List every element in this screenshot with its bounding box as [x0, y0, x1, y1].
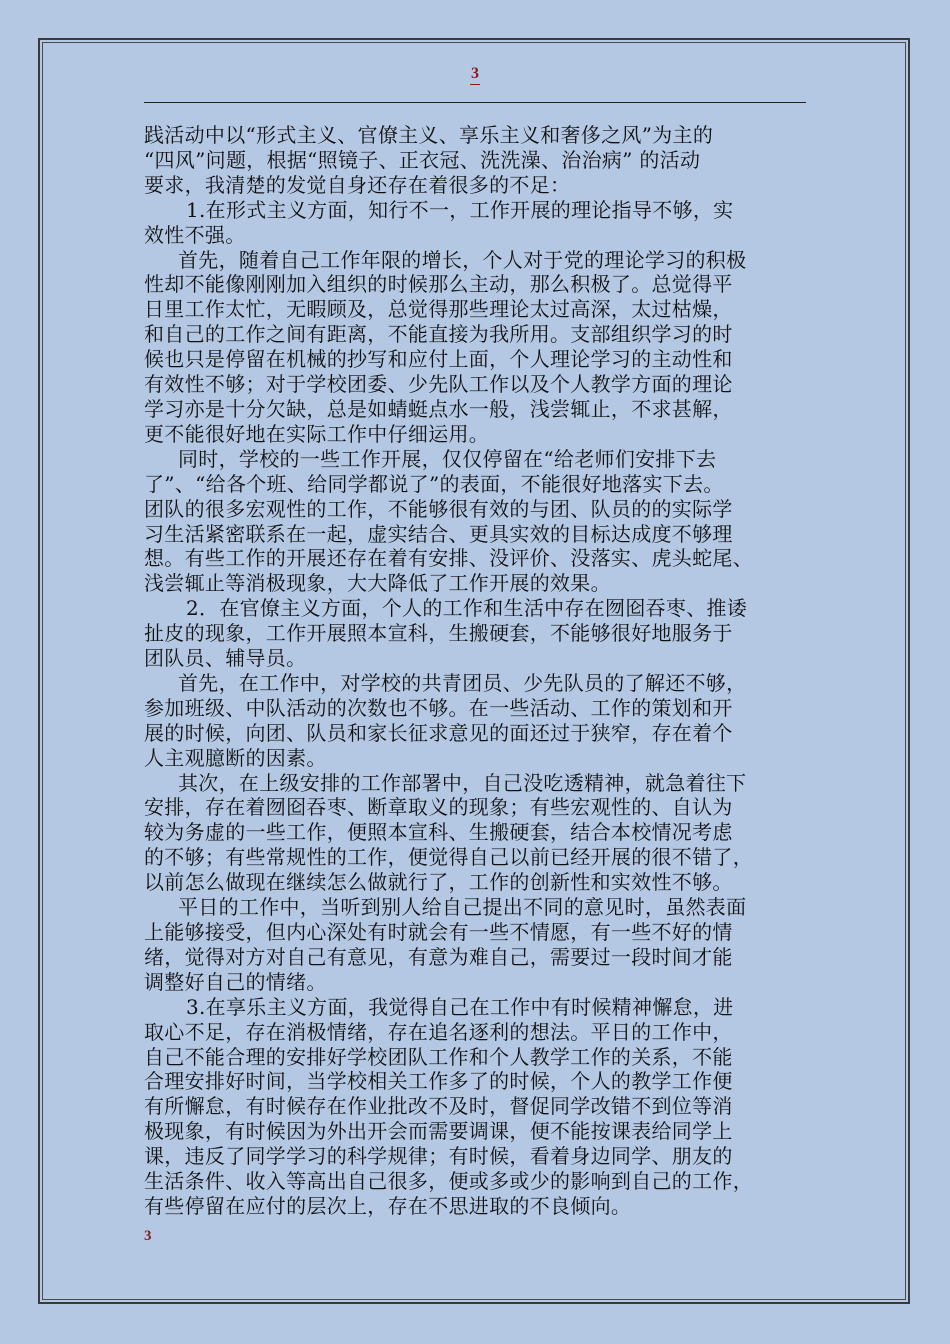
paragraph-line: 了”、“给各个班、给同学都说了”的表面，不能很好地落实下去。 — [144, 471, 724, 496]
paragraph-line: 要求，我清楚的发觉自身还存在着很多的不足： — [144, 172, 571, 197]
paragraph-line: 日里工作太忙，无暇顾及，总觉得那些理论太过高深，太过枯燥， — [144, 297, 733, 322]
paragraph-line: 团队的很多宏观性的工作，不能够很有效的与团、队员的的实际学 — [144, 496, 733, 521]
paragraph-first-line: 平日的工作中，当听到别人给自己提出不同的意见时，虽然表面 — [178, 895, 747, 920]
paragraph-first-line: 3.在享乐主义方面，我觉得自己在工作中有时候精神懈怠，进 — [186, 994, 734, 1019]
paragraph-first-line: 其次，在上级安排的工作部署中，自己没吃透精神，就急着往下 — [178, 770, 747, 795]
paragraph-line: 和自己的工作之间有距离，不能直接为我所用。支部组织学习的时 — [144, 322, 733, 347]
paragraph-line: 更不能很好地在实际工作中仔细运用。 — [144, 421, 490, 446]
paragraph-line: 的不够；有些常规性的工作，便觉得自己以前已经开展的很不错了， — [144, 845, 753, 870]
paragraph-line: 调整好自己的情绪。 — [144, 969, 327, 994]
paragraph-line: 课，违反了同学学习的科学规律；有时候，看着身边同学、朋友的 — [144, 1144, 733, 1169]
paragraph-line: 绪，觉得对方对自己有意见，有意为难自己，需要过一段时间才能 — [144, 944, 733, 969]
paragraph-line: 习生活紧密联系在一起，虚实结合、更具实效的目标达成度不够理 — [144, 521, 733, 546]
paragraph-line: 安排，存在着囫囵吞枣、断章取义的现象；有些宏观性的、自认为 — [144, 795, 733, 820]
paragraph-line: 人主观臆断的因素。 — [144, 745, 327, 770]
paragraph-line: 候也只是停留在机械的抄写和应付上面，个人理论学习的主动性和 — [144, 347, 733, 372]
paragraph-first-line: 1.在形式主义方面，知行不一，工作开展的理论指导不够，实 — [186, 197, 734, 222]
paragraph-line: 以前怎么做现在继续怎么做就行了，工作的创新性和实效性不够。 — [144, 870, 733, 895]
paragraph-line: 有些停留在应付的层次上，存在不思进取的不良倾向。 — [144, 1193, 632, 1218]
paragraph-first-line: 践活动中以“形式主义、官僚主义、享乐主义和奢侈之风”为主的 — [144, 123, 714, 147]
header-page-number — [0, 64, 950, 85]
paragraph-first-line: 首先，随着自己工作年限的增长，个人对于党的理论学习的积极 — [178, 247, 747, 272]
paragraph-line: 参加班级、中队活动的次数也不够。在一些活动、工作的策划和开 — [144, 695, 733, 720]
paragraph-line: 生活条件、收入等高出自己很多，便或多或少的影响到自己的工作， — [144, 1169, 753, 1194]
paragraph-line: 团队员、辅导员。 — [144, 646, 307, 671]
paragraph-line: 上能够接受，但内心深处有时就会有一些不情愿，有一些不好的情 — [144, 920, 733, 944]
paragraph-line: 想。有些工作的开展还存在着有安排、没评价、没落实、虎头蛇尾、 — [144, 546, 753, 571]
paragraph-line: 学习亦是十分欠缺，总是如蜻蜓点水一般，浅尝辄止，不求甚解， — [144, 396, 733, 421]
document-body — [144, 123, 824, 1219]
paragraph-line: 较为务虚的一些工作，便照本宣科、生搬硬套，结合本校情况考虑 — [144, 820, 733, 845]
paragraph-line: 有效性不够；对于学校团委、少先队工作以及个人教学方面的理论 — [144, 372, 733, 397]
paragraph-first-line: 2．在官僚主义方面，个人的工作和生活中存在囫囵吞枣、推诿 — [186, 596, 748, 621]
paragraph-line: 取心不足，存在消极情绪，存在追名逐利的想法。平日的工作中， — [144, 1019, 733, 1044]
paragraph-line: 有所懈怠，有时候存在作业批改不及时，督促同学改错不到位等消 — [144, 1094, 733, 1119]
paragraph-line: 扯皮的现象，工作开展照本宣科，生搬硬套，不能够很好地服务于 — [144, 621, 733, 646]
paragraph-line: 自己不能合理的安排好学校团队工作和个人教学工作的关系，不能 — [144, 1044, 733, 1069]
footer-page-number: 3 — [144, 1228, 152, 1244]
paragraph-first-line: 首先，在工作中，对学校的共青团员、少先队员的了解还不够， — [178, 670, 747, 695]
paragraph-first-line: 同时，学校的一些工作开展，仅仅停留在“给老师们安排下去 — [178, 446, 717, 471]
paragraph-line: “四风”问题，根据“照镜子、正衣冠、洗洗澡、治治病” 的活动 — [144, 147, 701, 172]
paragraph-line: 展的时候，向团、队员和家长征求意见的面还过于狭窄，存在着个 — [144, 720, 733, 745]
paragraph-line: 性却不能像刚刚加入组织的时候那么主动，那么积极了。总觉得平 — [144, 272, 733, 297]
paragraph-line: 合理安排好时间，当学校相关工作多了的时候，个人的教学工作便 — [144, 1069, 733, 1094]
header-rule — [144, 102, 806, 103]
paragraph-line: 效性不强。 — [144, 222, 246, 247]
paragraph-line: 极现象，有时候因为外出开会而需要调课，便不能按课表给同学上 — [144, 1119, 733, 1144]
paragraph-line: 浅尝辄止等消极现象，大大降低了工作开展的效果。 — [144, 571, 611, 596]
header-page-number-text: 3 — [470, 64, 480, 85]
